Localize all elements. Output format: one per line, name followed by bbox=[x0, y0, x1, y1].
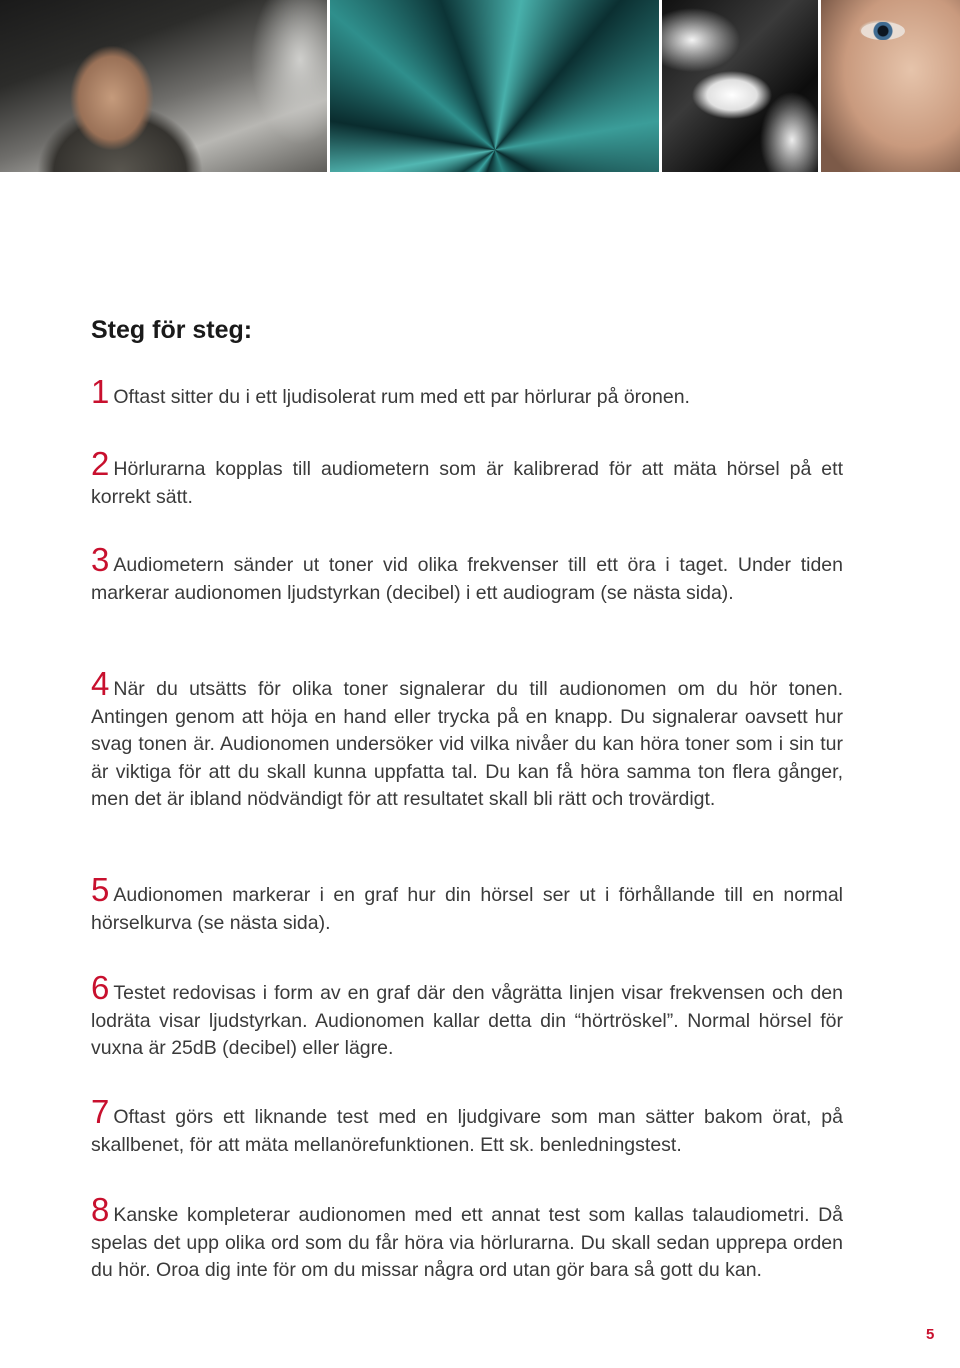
step-6 bbox=[91, 969, 843, 1063]
header-photo-strip bbox=[0, 0, 960, 172]
step-number: 1 bbox=[91, 373, 110, 410]
step-text: Audionomen markerar i en graf hur din hörsel ser ut i förhållande till en normal hörselkurva (se nästa sida). bbox=[91, 884, 843, 934]
photo-businessman bbox=[0, 0, 327, 172]
step-number: 3 bbox=[91, 541, 110, 578]
step-1 bbox=[91, 373, 843, 412]
step-number: 2 bbox=[91, 445, 110, 482]
step-number: 5 bbox=[91, 871, 110, 908]
step-number: 7 bbox=[91, 1093, 110, 1130]
step-text: När du utsätts för olika toner signalerar du till audionomen om du hör tonen. Antingen genom att höja en hand eller trycka på en knapp. Du signalerar oavsett hur svag tonen är. Audionomen undersöker vid vilka nivåer du kan höra toner som i sin tur är viktiga för att du skall kunna uppfatta tal. Du kan få höra samma ton flera gånger, men det är ibland nödvändigt för att resultatet skall bli rätt och trovärdigt. bbox=[91, 678, 843, 810]
photo-face-closeup bbox=[821, 0, 960, 172]
photo-black-white-abstract bbox=[662, 0, 819, 172]
section-heading: Steg för steg: bbox=[91, 316, 253, 344]
step-text: Kanske kompleterar audionomen med ett annat test som kallas talaudiometri. Då spelas det upp olika ord som du får höra via hörlurarna. Du skall sedan upprepa orden du hör. Oroa dig inte för om du missar några ord utan gör bara så gott du kan. bbox=[91, 1204, 843, 1281]
step-4 bbox=[91, 665, 843, 814]
step-7 bbox=[91, 1093, 843, 1159]
step-number: 6 bbox=[91, 969, 110, 1006]
step-number: 4 bbox=[91, 665, 110, 702]
step-2 bbox=[91, 445, 843, 511]
step-text: Testet redovisas i form av en graf där den vågrätta linjen visar frekvensen och den lodräta visar ljudstyrkan. Audionomen kallar detta din “hörtröskel”. Normal hörsel för vuxna är 25dB (decibel) eller lägre. bbox=[91, 982, 843, 1059]
eye-detail bbox=[861, 22, 905, 40]
step-3 bbox=[91, 541, 843, 607]
step-5 bbox=[91, 871, 843, 937]
step-text: Oftast sitter du i ett ljudisolerat rum med ett par hörlurar på öronen. bbox=[113, 386, 690, 408]
page-number: 5 bbox=[926, 1326, 935, 1343]
photo-agave-plant bbox=[330, 0, 659, 172]
step-text: Audiometern sänder ut toner vid olika frekvenser till ett öra i taget. Under tiden markerar audionomen ljudstyrkan (decibel) i ett audiogram (se nästa sida). bbox=[91, 554, 843, 604]
step-text: Oftast görs ett liknande test med en ljudgivare som man sätter bakom örat, på skallbenet, för att mäta mellanörefunktionen. Ett sk. benledningstest. bbox=[91, 1106, 843, 1156]
step-number: 8 bbox=[91, 1191, 110, 1228]
step-8 bbox=[91, 1191, 843, 1285]
step-text: Hörlurarna kopplas till audiometern som är kalibrerad för att mäta hörsel på ett korrekt sätt. bbox=[91, 458, 843, 508]
